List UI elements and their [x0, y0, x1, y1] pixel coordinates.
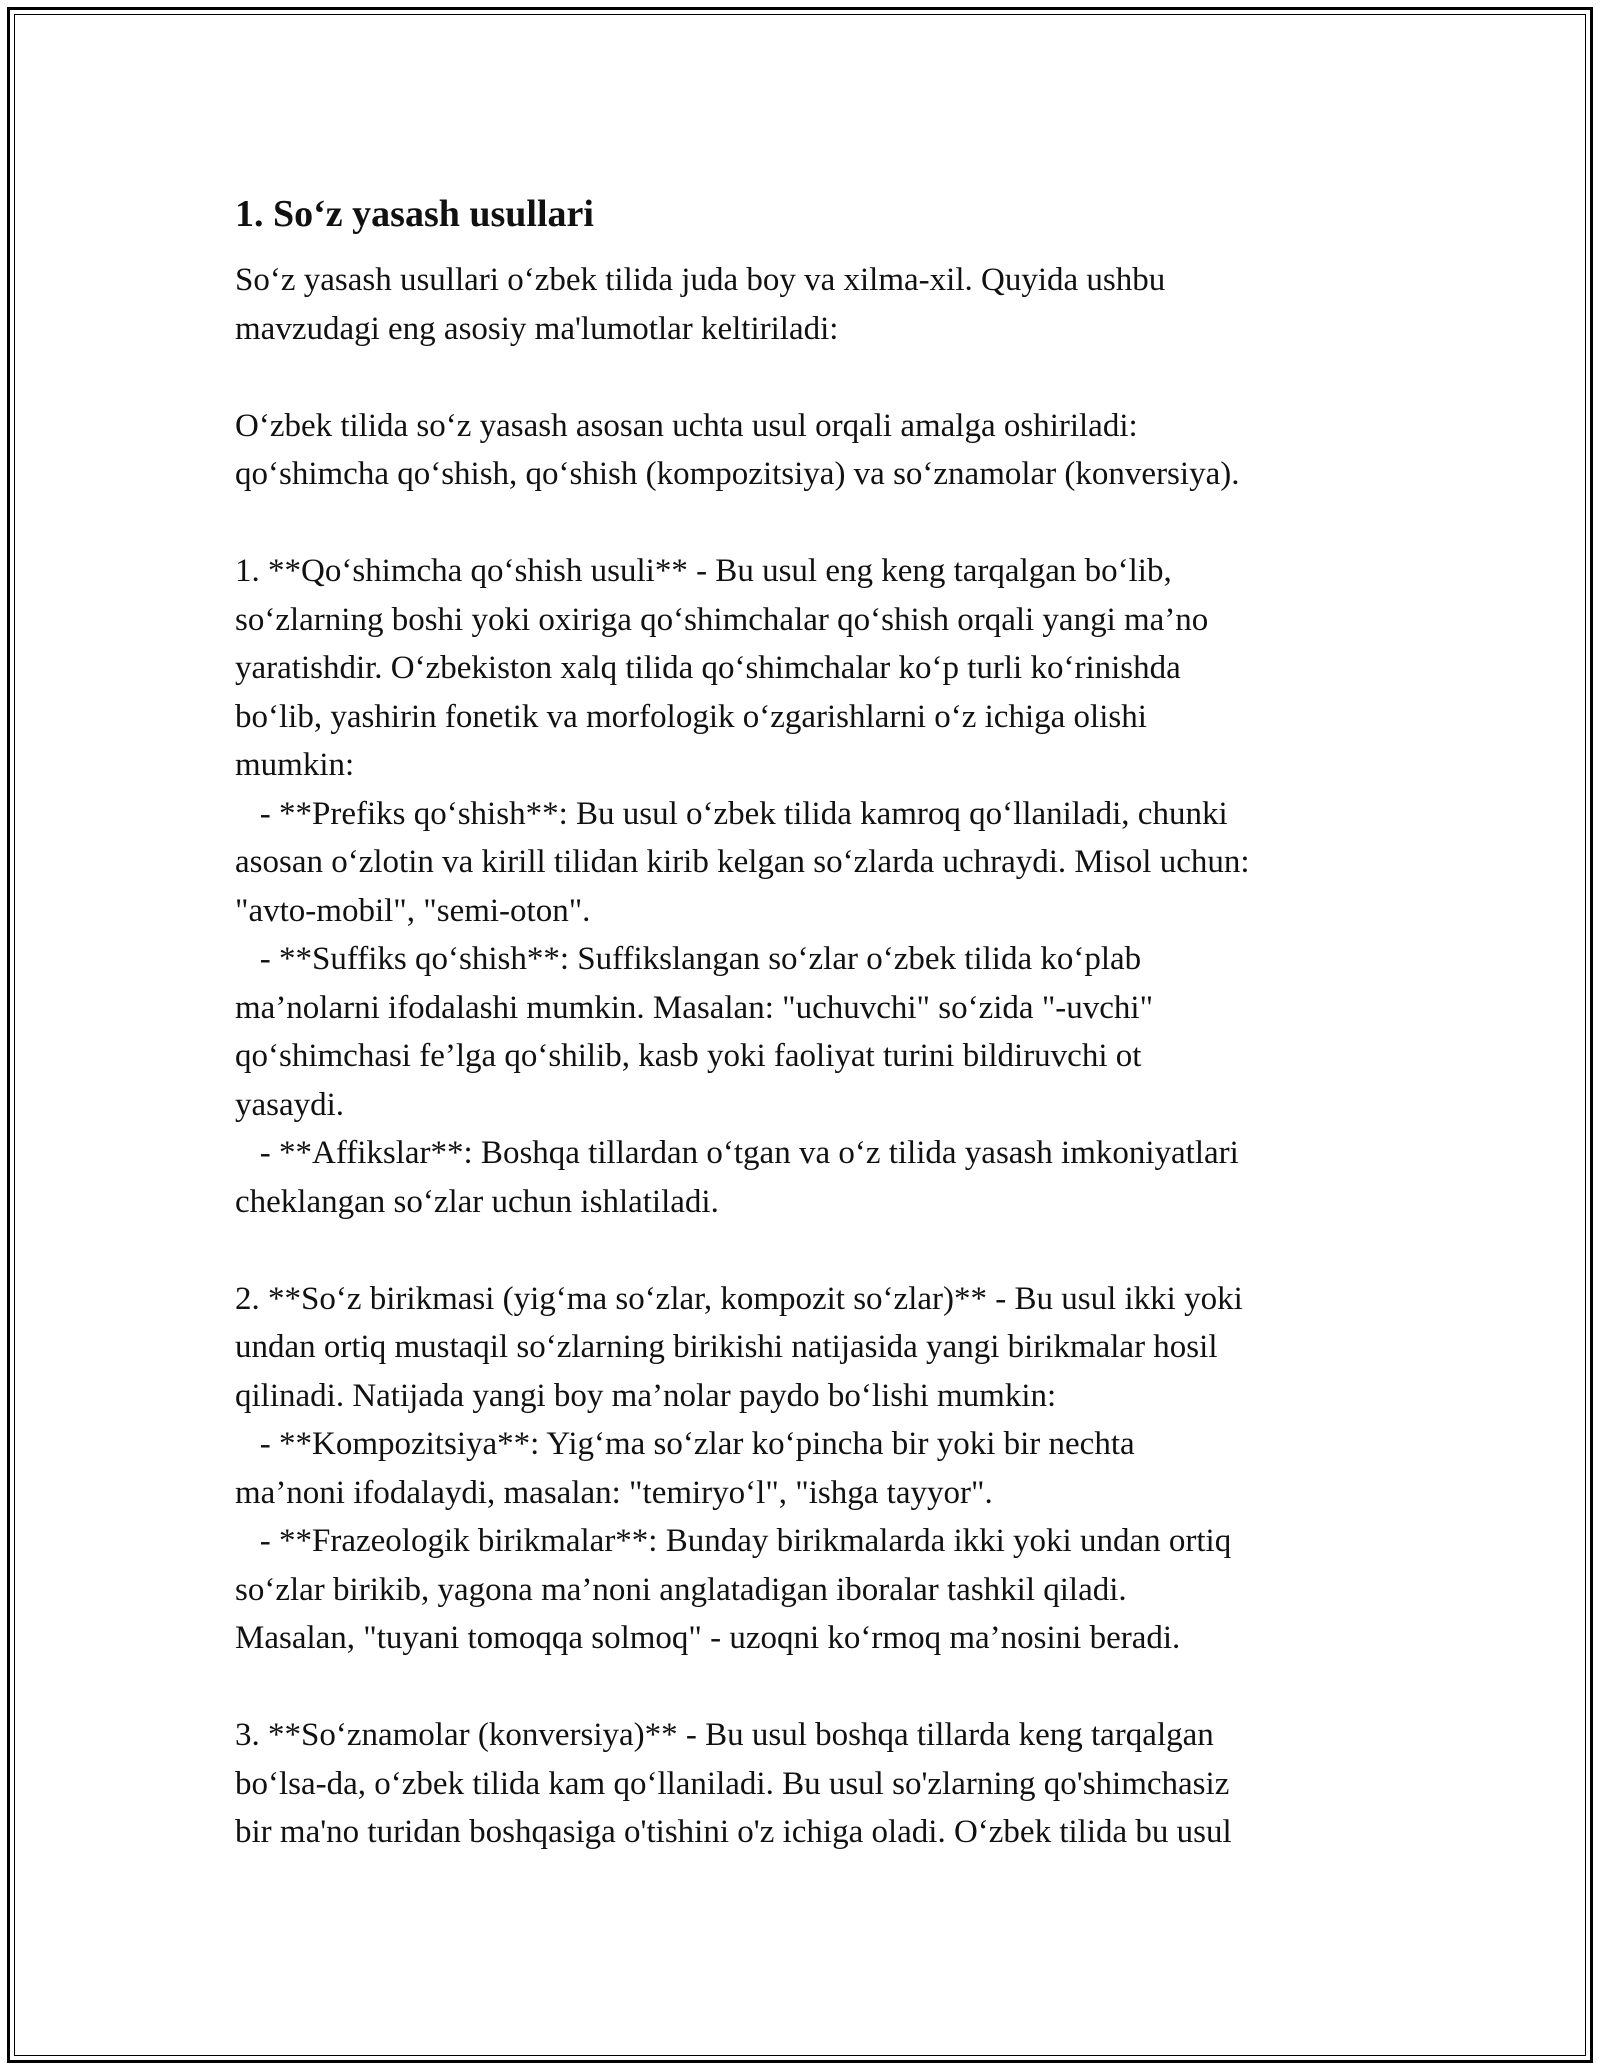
paragraph-section-3-conversion: 3. **So‘znamolar (konversiya)** - Bu usul boshqa tillarda keng tarqalgan bo‘lsa-da, o‘zbek tilida kam qo‘llaniladi. Bu usul so'zlarning qo'shimchasiz bir ma'no turidan boshqasiga o'tishini o'z ichiga oladi. O‘zbek tilida bu usul [235, 1717, 1232, 1850]
document-title: 1. So‘z yasash usullari [235, 193, 594, 235]
paragraph-gap [235, 1663, 1415, 1712]
document-body [235, 186, 1415, 1857]
paragraph-section-2-compounding: 2. **So‘z birikmasi (yig‘ma so‘zlar, kompozit so‘zlar)** - Bu usul ikki yoki undan ortiq mustaqil so‘zlarning birikishi natijasida yangi birikmalar hosil qilinadi. Natijada yangi boy ma’nolar paydo bo‘lishi mumkin: - **Kompozitsiya**: Yig‘ma so‘zlar ko‘pincha bir yoki bir nechta ma’noni ifodalaydi, masalan: "temiryo‘l", "ishga tayyor". - **Frazeologik birikmalar**: Bunday birikmalarda ikki yoki undan ortiq so‘zlar birikib, yagona ma’noni anglatadigan iboralar tashkil qiladi. Masalan, "tuyani tomoqqa solmoq" - uzoqni ko‘rmoq ma’nosini beradi. [235, 1280, 1243, 1656]
paragraph-section-1-affixation: 1. **Qo‘shimcha qo‘shish usuli** - Bu usul eng keng tarqalgan bo‘lib, so‘zlarning boshi yoki oxiriga qo‘shimchalar qo‘shish orqali yangi ma’no yaratishdir. O‘zbekiston xalq tilida qo‘shimchalar ko‘p turli ko‘rinishda bo‘lib, yashirin fonetik va morfologik o‘zgarishlarni o‘z ichiga olishi mumkin: - **Prefiks qo‘shish**: Bu usul o‘zbek tilida kamroq qo‘llaniladi, chunki asosan o‘zlotin va kirill tilidan kirib kelgan so‘zlarda uchraydi. Misol uchun: "avto-mobil", "semi-oton". - **Suffiks qo‘shish**: Suffikslangan so‘zlar o‘zbek tilida ko‘plab ma’nolarni ifodalashi mumkin. Masalan: "uchuvchi" so‘zida "-uvchi" qo‘shimchasi fe’lga qo‘shilib, kasb yoki faoliyat turini bildiruvchi ot yasaydi. - **Affikslar**: Boshqa tillardan o‘tgan va o‘z tilida yasash imkoniyatlari cheklangan so‘zlar uchun ishlatiladi. [235, 553, 1250, 1220]
paragraph-gap [235, 499, 1415, 548]
paragraph-gap [235, 353, 1415, 402]
paragraph-gap [235, 1226, 1415, 1275]
paragraph-overview: O‘zbek tilida so‘z yasash asosan uchta usul orqali amalga oshiriladi: qo‘shimcha qo‘shish, qo‘shish (kompozitsiya) va so‘znamolar (konversiya). [235, 407, 1240, 492]
paragraph-intro: So‘z yasash usullari o‘zbek tilida juda boy va xilma-xil. Quyida ushbu mavzudagi eng asosiy ma'lumotlar keltiriladi: [235, 262, 1166, 347]
